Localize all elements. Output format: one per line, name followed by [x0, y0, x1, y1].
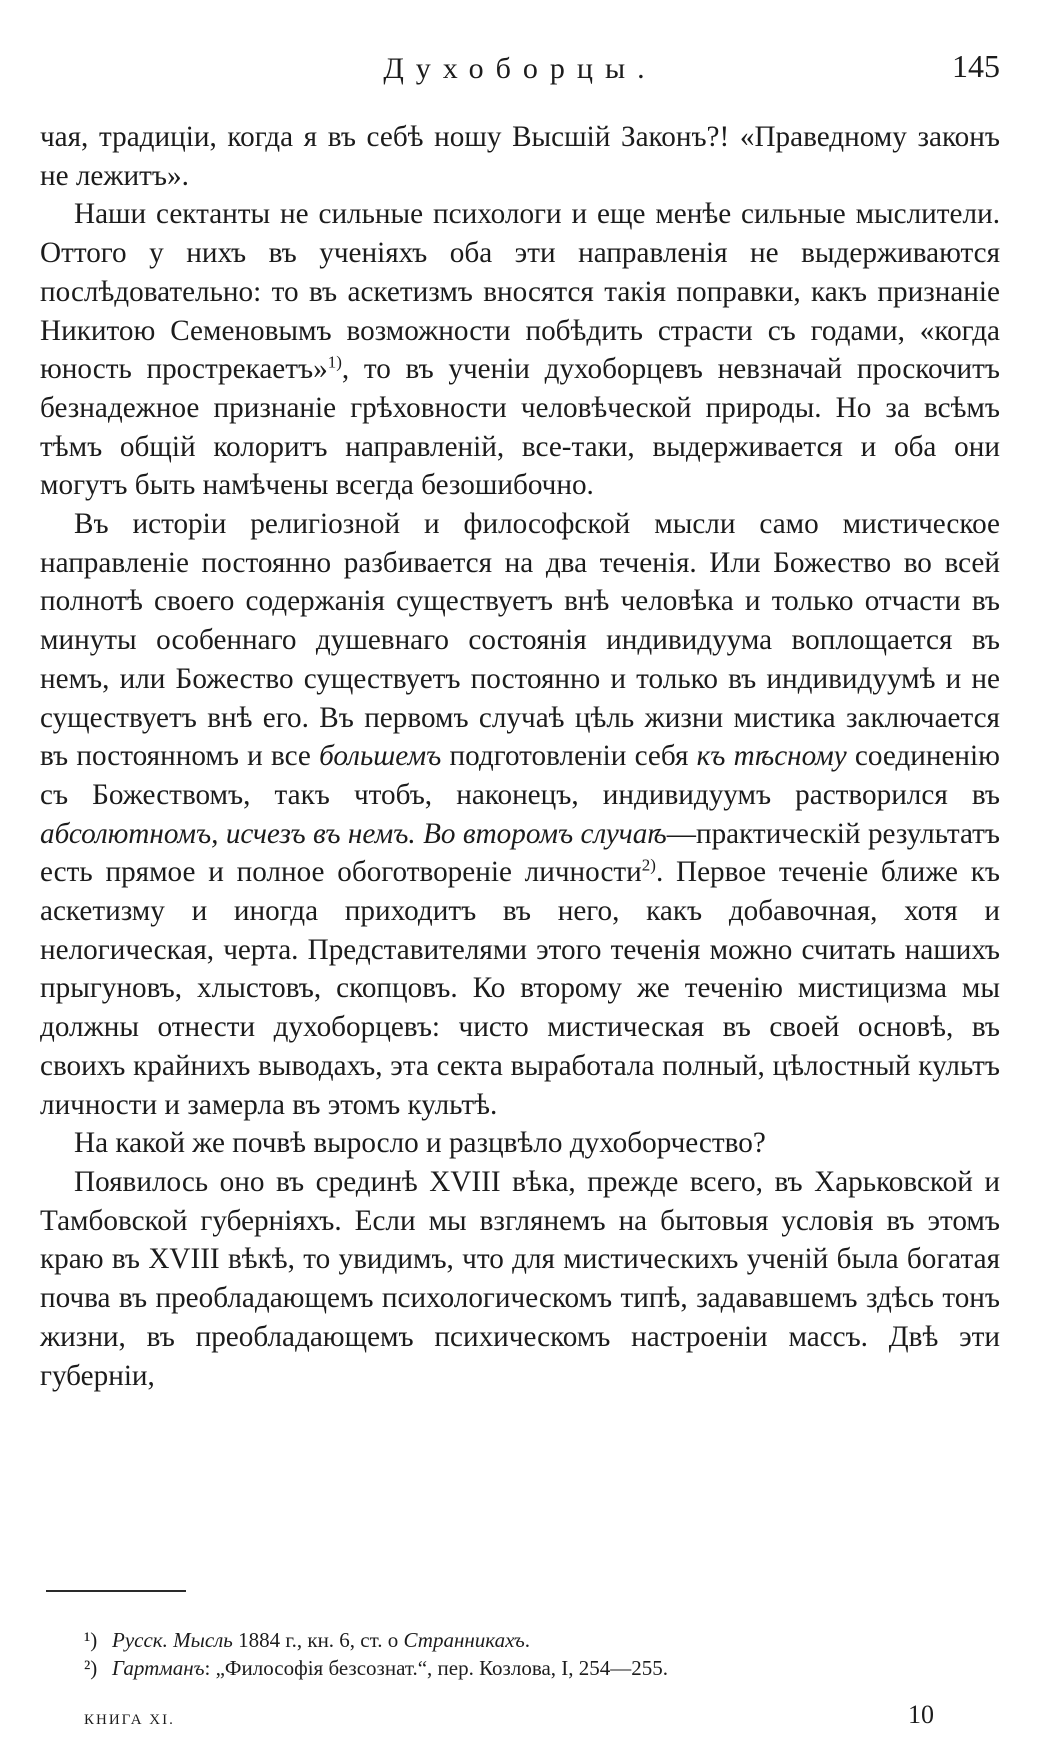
footnote-divider [46, 1590, 186, 1592]
paragraph-3-text-e: . Первое теченіе ближе къ аскетизму и иногда приходитъ въ него, какъ добавочная, хотя и нелогическая, черта. Представителями этого теченія можно считать нашихъ прыгуновъ, хлыстовъ, скопцовъ. Ко второму же теченію мистицизма мы должны отнести духоборцевъ: чисто мистическая въ своей основѣ, въ своихъ крайнихъ выводахъ, эта секта выработала полный, цѣлостный культъ личности и замерла въ этомъ культѣ. [40, 856, 1000, 1121]
footnote-1-text-b: . [524, 1628, 531, 1652]
footnote-1 [84, 1626, 984, 1654]
footnote-1-italic-b: Странникахъ [403, 1628, 525, 1652]
paragraph-1 [40, 118, 1000, 195]
paragraph-3-emphasis-a: большемъ [319, 740, 442, 773]
footnote-2-text-a: : „Философія безсознат.“, пер. Козлова, I, 254—255. [204, 1656, 669, 1680]
paragraph-5-text: Появилось оно въ срединѣ XVIII вѣка, прежде всего, въ Харьковской и Тамбовской губерніяхъ. Если мы взглянемъ на бытовыя условія въ этомъ краю въ XVIII вѣкѣ, то увидимъ, что для мистическихъ ученій была богатая почва въ преобладающемъ психологическомъ типѣ, задававшемъ здѣсь тонъ жизни, въ преобладающемъ психическомъ настроеніи массъ. Двѣ эти губерніи, [40, 1165, 1000, 1392]
paragraph-3-text-d: —практическій результатъ есть прямое и полное обоготвореніе личности [40, 817, 1001, 889]
footnote-2-italic-a: Гартманъ [112, 1656, 205, 1680]
running-head [40, 46, 1000, 96]
footnotes [84, 1626, 984, 1682]
paragraph-2-text-b: , то въ ученіи духоборцевъ невзначай проскочитъ безнадежное признаніе грѣховности человѣческой природы. Но за всѣмъ тѣмъ общій колоритъ направленій, все-таки, выдерживается и оба они могутъ быть намѣчены всегда безошибочно. [40, 353, 1000, 502]
footnote-1-italic-a: Русск. Мысль [112, 1628, 233, 1652]
footnote-2-mark: ²) [84, 1656, 98, 1680]
body-text [40, 118, 1000, 1395]
paragraph-3-text-a: Въ исторіи религіозной и философской мысли само мистическое направленіе постоянно разбивается на два теченія. Или Божество во всей полнотѣ своего содержанія существуетъ внѣ человѣка и только отчасти въ минуты особеннаго душевнаго состоянія индивидуума воплощается въ немъ, или Божество существуетъ постоянно и только въ индивидуумѣ и не существуетъ внѣ его. Въ первомъ случаѣ цѣль жизни мистика заключается въ постоянномъ и все [40, 508, 1000, 773]
paragraph-2-text-a: Наши сектанты не сильные психологи и еще менѣе сильные мыслители. Оттого у нихъ въ ученіяхъ оба эти направленія не выдерживаются послѣдовательно: то въ аскетизмъ вносятся такія поправки, какъ признаніе Никитою Семеновымъ возможности побѣдить страсти съ годами, «когда юность прострекаетъ» [40, 198, 1000, 386]
footnote-ref-2: 2) [641, 855, 656, 875]
paragraph-3-emphasis-c: абсолютномъ, исчезъ въ немъ. Во второмъ случаѣ [40, 817, 667, 850]
footnote-1-mark: ¹) [84, 1628, 98, 1652]
page-number: 145 [952, 48, 1000, 84]
paragraph-4-text: На какой же почвѣ выросло и разцвѣло духоборчество? [74, 1127, 766, 1160]
paragraph-3-emphasis-b: къ тѣсному [696, 740, 847, 773]
footnote-1-text-a: 1884 г., кн. 6, ст. о [232, 1628, 404, 1652]
footnote-ref-1: 1) [327, 352, 342, 372]
paragraph-1-text: чая, традиціи, когда я въ себѣ ношу Высшій Законъ?! «Праведному законъ не лежитъ». [40, 121, 1000, 192]
paragraph-4 [40, 1124, 1000, 1163]
footnote-2 [84, 1654, 984, 1682]
signature-mark: КНИГА XI. [84, 1712, 175, 1728]
paragraph-3 [40, 505, 1000, 1124]
running-title: Духоборцы. [383, 52, 657, 85]
paragraph-2 [40, 195, 1000, 505]
sheet-number: 10 [908, 1700, 934, 1729]
paragraph-3-text-b: подготовленіи себя [441, 740, 697, 773]
paragraph-3-text-c: соединенію съ Божествомъ, такъ чтобъ, наконецъ, индивидуумъ растворился въ [40, 740, 1000, 811]
paragraph-5 [40, 1163, 1000, 1395]
